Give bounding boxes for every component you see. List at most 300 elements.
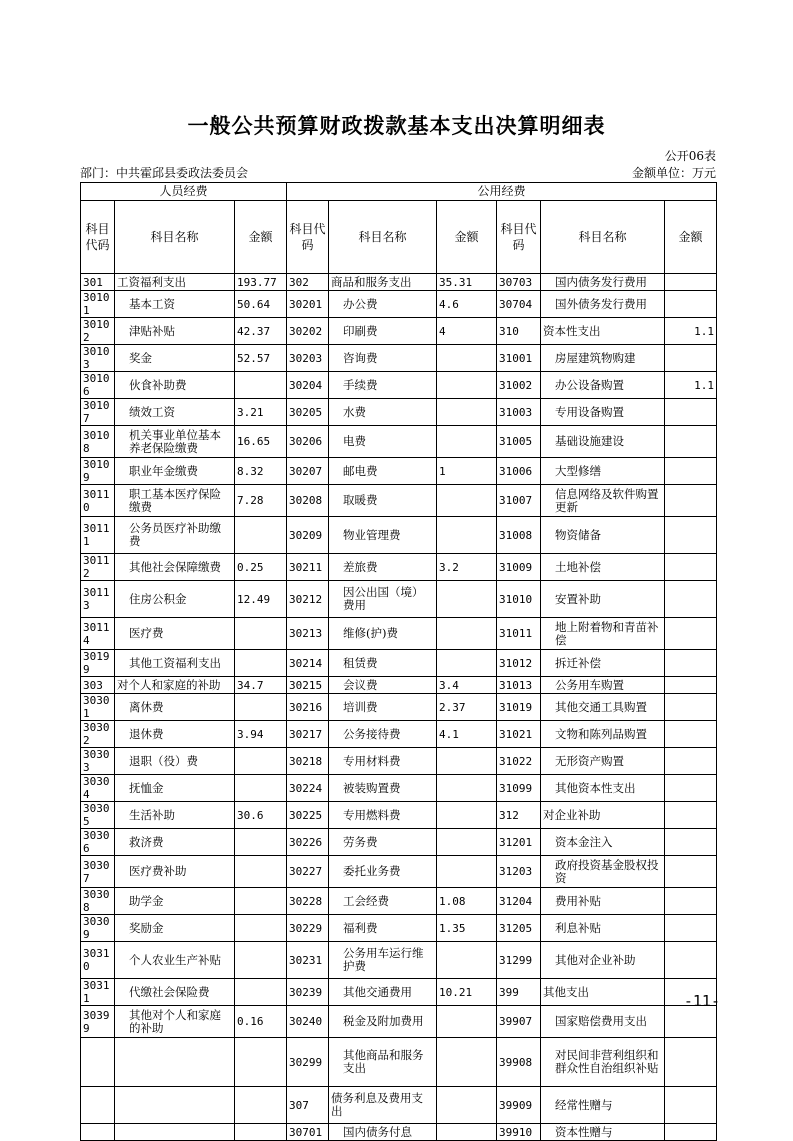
cell-code: 399 xyxy=(497,979,541,1006)
cell-name: 手续费 xyxy=(329,372,437,399)
cell-amount: 12.49 xyxy=(235,581,287,618)
cell-code: 30239 xyxy=(287,979,329,1006)
cell-code: 30103 xyxy=(81,345,115,372)
cell-amount: 34.7 xyxy=(235,677,287,694)
cell-amount: 50.64 xyxy=(235,291,287,318)
cell-amount xyxy=(235,618,287,650)
cell-amount xyxy=(665,748,717,775)
cell-amount xyxy=(665,1124,717,1141)
cell-name: 会议费 xyxy=(329,677,437,694)
cell-name: 津贴补贴 xyxy=(115,318,235,345)
cell-code: 30216 xyxy=(287,694,329,721)
cell-code: 30206 xyxy=(287,426,329,458)
cell-name: 其他对企业补助 xyxy=(541,942,665,979)
cell-code: 31019 xyxy=(497,694,541,721)
cell-name xyxy=(115,1038,235,1087)
cell-amount xyxy=(235,888,287,915)
cell-amount xyxy=(665,1087,717,1124)
cell-amount xyxy=(437,942,497,979)
cell-amount xyxy=(665,856,717,888)
cell-code: 30231 xyxy=(287,942,329,979)
cell-code: 30399 xyxy=(81,1006,115,1038)
table-row xyxy=(81,426,717,458)
cell-name: 水费 xyxy=(329,399,437,426)
table-row xyxy=(81,802,717,829)
table-row xyxy=(81,1087,717,1124)
cell-amount xyxy=(235,856,287,888)
cell-code: 30107 xyxy=(81,399,115,426)
cell-code: 30306 xyxy=(81,829,115,856)
cell-code: 39909 xyxy=(497,1087,541,1124)
cell-amount xyxy=(437,485,497,517)
cell-name: 拆迁补偿 xyxy=(541,650,665,677)
cell-amount xyxy=(235,775,287,802)
header-amount: 金额 xyxy=(437,201,497,274)
cell-name: 被装购置费 xyxy=(329,775,437,802)
cell-amount xyxy=(665,581,717,618)
cell-name: 住房公积金 xyxy=(115,581,235,618)
header-amount: 金额 xyxy=(235,201,287,274)
cell-code: 30208 xyxy=(287,485,329,517)
cell-name: 公务用车购置 xyxy=(541,677,665,694)
cell-amount xyxy=(437,372,497,399)
cell-name: 费用补贴 xyxy=(541,888,665,915)
cell-amount xyxy=(235,1124,287,1141)
cell-amount: 1.08 xyxy=(437,888,497,915)
cell-name: 抚恤金 xyxy=(115,775,235,802)
cell-name: 离休费 xyxy=(115,694,235,721)
cell-name: 债务利息及费用支出 xyxy=(329,1087,437,1124)
cell-amount xyxy=(437,399,497,426)
group-public: 公用经费 xyxy=(287,183,717,201)
cell-name: 助学金 xyxy=(115,888,235,915)
cell-name: 劳务费 xyxy=(329,829,437,856)
cell-amount: 3.21 xyxy=(235,399,287,426)
table-row xyxy=(81,345,717,372)
cell-code: 30202 xyxy=(287,318,329,345)
cell-code: 30110 xyxy=(81,485,115,517)
table-row xyxy=(81,915,717,942)
cell-code: 30305 xyxy=(81,802,115,829)
cell-name: 工会经费 xyxy=(329,888,437,915)
cell-name: 办公费 xyxy=(329,291,437,318)
header-amount: 金额 xyxy=(665,201,717,274)
cell-name: 房屋建筑物购建 xyxy=(541,345,665,372)
cell-amount xyxy=(665,554,717,581)
cell-code: 31021 xyxy=(497,721,541,748)
cell-code xyxy=(81,1124,115,1141)
cell-amount xyxy=(235,829,287,856)
cell-name: 经常性赠与 xyxy=(541,1087,665,1124)
cell-code: 31003 xyxy=(497,399,541,426)
cell-name: 福利费 xyxy=(329,915,437,942)
cell-amount: 193.77 xyxy=(235,274,287,291)
cell-code: 30106 xyxy=(81,372,115,399)
table-row xyxy=(81,721,717,748)
cell-name: 无形资产购置 xyxy=(541,748,665,775)
cell-name: 政府投资基金股权投资 xyxy=(541,856,665,888)
cell-name: 差旅费 xyxy=(329,554,437,581)
cell-code xyxy=(81,1087,115,1124)
cell-amount xyxy=(665,677,717,694)
cell-name: 信息网络及软件购置更新 xyxy=(541,485,665,517)
cell-name: 医疗费 xyxy=(115,618,235,650)
cell-code: 30225 xyxy=(287,802,329,829)
cell-code: 39910 xyxy=(497,1124,541,1141)
cell-code: 30199 xyxy=(81,650,115,677)
cell-amount xyxy=(235,650,287,677)
cell-name: 其他对个人和家庭的补助 xyxy=(115,1006,235,1038)
cell-code: 30114 xyxy=(81,618,115,650)
column-header-row xyxy=(81,201,717,274)
cell-name xyxy=(115,1087,235,1124)
cell-code: 30310 xyxy=(81,942,115,979)
table-row xyxy=(81,318,717,345)
cell-code: 30204 xyxy=(287,372,329,399)
cell-name: 大型修缮 xyxy=(541,458,665,485)
cell-code: 30101 xyxy=(81,291,115,318)
cell-name: 公务用车运行维护费 xyxy=(329,942,437,979)
cell-code: 30303 xyxy=(81,748,115,775)
cell-amount xyxy=(235,979,287,1006)
cell-code: 307 xyxy=(287,1087,329,1124)
cell-code: 30109 xyxy=(81,458,115,485)
cell-name: 其他交通工具购置 xyxy=(541,694,665,721)
cell-name: 其他资本性支出 xyxy=(541,775,665,802)
cell-code: 30213 xyxy=(287,618,329,650)
cell-code: 30209 xyxy=(287,517,329,554)
cell-name: 资本金注入 xyxy=(541,829,665,856)
cell-code: 31299 xyxy=(497,942,541,979)
cell-name: 机关事业单位基本养老保险缴费 xyxy=(115,426,235,458)
cell-name: 专用设备购置 xyxy=(541,399,665,426)
cell-code: 303 xyxy=(81,677,115,694)
cell-name: 维修(护)费 xyxy=(329,618,437,650)
cell-amount: 35.31 xyxy=(437,274,497,291)
cell-amount xyxy=(665,458,717,485)
cell-name: 基础设施建设 xyxy=(541,426,665,458)
cell-code: 31012 xyxy=(497,650,541,677)
cell-name: 物资储备 xyxy=(541,517,665,554)
cell-amount xyxy=(665,694,717,721)
cell-amount xyxy=(235,694,287,721)
cell-amount xyxy=(235,517,287,554)
cell-amount: 1.1 xyxy=(665,318,717,345)
header-code: 科目代码 xyxy=(81,201,115,274)
cell-name: 专用燃料费 xyxy=(329,802,437,829)
table-row xyxy=(81,485,717,517)
cell-code: 30224 xyxy=(287,775,329,802)
cell-code: 31006 xyxy=(497,458,541,485)
cell-name xyxy=(115,1124,235,1141)
cell-name: 对企业补助 xyxy=(541,802,665,829)
table-row xyxy=(81,829,717,856)
cell-name: 基本工资 xyxy=(115,291,235,318)
cell-amount xyxy=(665,650,717,677)
table-row xyxy=(81,1006,717,1038)
cell-code: 30112 xyxy=(81,554,115,581)
cell-name: 专用材料费 xyxy=(329,748,437,775)
cell-amount: 42.37 xyxy=(235,318,287,345)
cell-name: 地上附着物和青苗补偿 xyxy=(541,618,665,650)
cell-amount xyxy=(665,426,717,458)
cell-amount: 1.35 xyxy=(437,915,497,942)
cell-name: 办公设备购置 xyxy=(541,372,665,399)
cell-code: 31009 xyxy=(497,554,541,581)
cell-amount xyxy=(437,581,497,618)
cell-code: 30240 xyxy=(287,1006,329,1038)
group-personnel: 人员经费 xyxy=(81,183,287,201)
table-row xyxy=(81,942,717,979)
department-label: 部门：中共霍邱县委政法委员会 xyxy=(80,166,249,180)
cell-amount xyxy=(235,915,287,942)
cell-name: 印刷费 xyxy=(329,318,437,345)
form-code: 公开06表 xyxy=(664,149,716,163)
cell-amount xyxy=(235,372,287,399)
cell-amount xyxy=(437,618,497,650)
cell-code: 31013 xyxy=(497,677,541,694)
cell-code: 30212 xyxy=(287,581,329,618)
cell-amount xyxy=(665,274,717,291)
cell-amount xyxy=(437,1006,497,1038)
cell-code: 30215 xyxy=(287,677,329,694)
cell-name: 咨询费 xyxy=(329,345,437,372)
cell-name: 对个人和家庭的补助 xyxy=(115,677,235,694)
cell-amount xyxy=(437,748,497,775)
cell-name: 退休费 xyxy=(115,721,235,748)
cell-code: 30113 xyxy=(81,581,115,618)
cell-amount xyxy=(665,291,717,318)
cell-code xyxy=(81,1038,115,1087)
cell-code: 31007 xyxy=(497,485,541,517)
cell-amount xyxy=(665,1038,717,1087)
table-row xyxy=(81,979,717,1006)
cell-amount xyxy=(437,775,497,802)
table-row xyxy=(81,291,717,318)
cell-code: 30301 xyxy=(81,694,115,721)
cell-name: 国家赔偿费用支出 xyxy=(541,1006,665,1038)
cell-amount xyxy=(665,618,717,650)
table-row xyxy=(81,399,717,426)
cell-name: 取暖费 xyxy=(329,485,437,517)
cell-amount: 3.4 xyxy=(437,677,497,694)
header-code: 科目代码 xyxy=(287,201,329,274)
cell-name: 代缴社会保险费 xyxy=(115,979,235,1006)
cell-name: 奖金 xyxy=(115,345,235,372)
cell-name: 医疗费补助 xyxy=(115,856,235,888)
cell-name: 其他工资福利支出 xyxy=(115,650,235,677)
cell-name: 物业管理费 xyxy=(329,517,437,554)
cell-code: 31010 xyxy=(497,581,541,618)
header-code: 科目代码 xyxy=(497,201,541,274)
cell-name: 电费 xyxy=(329,426,437,458)
cell-code: 302 xyxy=(287,274,329,291)
cell-name: 其他社会保障缴费 xyxy=(115,554,235,581)
cell-code: 30205 xyxy=(287,399,329,426)
cell-amount xyxy=(437,517,497,554)
cell-name: 税金及附加费用 xyxy=(329,1006,437,1038)
cell-code: 30701 xyxy=(287,1124,329,1141)
cell-code: 31002 xyxy=(497,372,541,399)
cell-name: 救济费 xyxy=(115,829,235,856)
table-row xyxy=(81,372,717,399)
cell-amount xyxy=(665,888,717,915)
cell-amount xyxy=(665,485,717,517)
cell-code: 30214 xyxy=(287,650,329,677)
cell-code: 30703 xyxy=(497,274,541,291)
cell-name: 培训费 xyxy=(329,694,437,721)
cell-name: 土地补偿 xyxy=(541,554,665,581)
cell-amount: 0.25 xyxy=(235,554,287,581)
table-row xyxy=(81,618,717,650)
cell-name: 生活补助 xyxy=(115,802,235,829)
cell-amount xyxy=(437,1124,497,1141)
cell-code: 30102 xyxy=(81,318,115,345)
cell-amount xyxy=(437,650,497,677)
cell-amount: 4.1 xyxy=(437,721,497,748)
table-row xyxy=(81,748,717,775)
cell-name: 国外债务发行费用 xyxy=(541,291,665,318)
cell-code: 31205 xyxy=(497,915,541,942)
table-row xyxy=(81,458,717,485)
cell-amount: 10.21 xyxy=(437,979,497,1006)
cell-amount: 1.1 xyxy=(665,372,717,399)
cell-name: 邮电费 xyxy=(329,458,437,485)
cell-code: 30218 xyxy=(287,748,329,775)
cell-name: 资本性赠与 xyxy=(541,1124,665,1141)
cell-amount xyxy=(437,1038,497,1087)
cell-name: 租赁费 xyxy=(329,650,437,677)
cell-amount xyxy=(437,829,497,856)
cell-code: 30211 xyxy=(287,554,329,581)
expenditure-table xyxy=(80,182,717,1141)
cell-amount: 4 xyxy=(437,318,497,345)
cell-code: 31011 xyxy=(497,618,541,650)
cell-code: 30304 xyxy=(81,775,115,802)
cell-code: 30309 xyxy=(81,915,115,942)
table-row xyxy=(81,517,717,554)
cell-name: 职业年金缴费 xyxy=(115,458,235,485)
cell-amount xyxy=(665,1006,717,1038)
cell-code: 30302 xyxy=(81,721,115,748)
cell-amount xyxy=(665,721,717,748)
table-row xyxy=(81,581,717,618)
group-header-row xyxy=(81,183,717,201)
cell-amount xyxy=(665,399,717,426)
cell-code: 39907 xyxy=(497,1006,541,1038)
cell-code: 30308 xyxy=(81,888,115,915)
cell-name: 公务接待费 xyxy=(329,721,437,748)
cell-amount: 8.32 xyxy=(235,458,287,485)
cell-amount: 16.65 xyxy=(235,426,287,458)
cell-name: 其他交通费用 xyxy=(329,979,437,1006)
cell-code: 30299 xyxy=(287,1038,329,1087)
cell-code: 30228 xyxy=(287,888,329,915)
cell-code: 31001 xyxy=(497,345,541,372)
unit-label: 金额单位：万元 xyxy=(631,166,716,180)
cell-name: 委托业务费 xyxy=(329,856,437,888)
cell-amount: 4.6 xyxy=(437,291,497,318)
cell-name: 其他支出 xyxy=(541,979,665,1006)
cell-name: 商品和服务支出 xyxy=(329,274,437,291)
cell-amount xyxy=(437,345,497,372)
cell-name: 绩效工资 xyxy=(115,399,235,426)
cell-name: 国内债务付息 xyxy=(329,1124,437,1141)
cell-name: 因公出国（境）费用 xyxy=(329,581,437,618)
cell-code: 312 xyxy=(497,802,541,829)
page-title: 一般公共预算财政拨款基本支出决算明细表 xyxy=(187,114,606,138)
cell-amount xyxy=(437,856,497,888)
cell-code: 30201 xyxy=(287,291,329,318)
cell-amount xyxy=(235,1038,287,1087)
cell-amount xyxy=(665,942,717,979)
cell-amount: 0.16 xyxy=(235,1006,287,1038)
cell-amount: 7.28 xyxy=(235,485,287,517)
table-row xyxy=(81,1038,717,1087)
cell-code: 31204 xyxy=(497,888,541,915)
cell-amount xyxy=(665,829,717,856)
cell-name: 利息补贴 xyxy=(541,915,665,942)
cell-code: 30311 xyxy=(81,979,115,1006)
cell-name: 对民间非营利组织和群众性自治组织补贴 xyxy=(541,1038,665,1087)
table-row xyxy=(81,888,717,915)
cell-code: 30229 xyxy=(287,915,329,942)
cell-name: 文物和陈列品购置 xyxy=(541,721,665,748)
cell-code: 30227 xyxy=(287,856,329,888)
cell-amount xyxy=(665,775,717,802)
cell-amount: 2.37 xyxy=(437,694,497,721)
cell-name: 工资福利支出 xyxy=(115,274,235,291)
cell-amount: 30.6 xyxy=(235,802,287,829)
header-name: 科目名称 xyxy=(541,201,665,274)
cell-name: 伙食补助费 xyxy=(115,372,235,399)
cell-amount xyxy=(665,345,717,372)
table-row xyxy=(81,694,717,721)
cell-code: 30111 xyxy=(81,517,115,554)
cell-amount xyxy=(437,802,497,829)
cell-code: 30108 xyxy=(81,426,115,458)
cell-code: 301 xyxy=(81,274,115,291)
cell-name: 退职（役）费 xyxy=(115,748,235,775)
cell-code: 31008 xyxy=(497,517,541,554)
cell-amount xyxy=(437,1087,497,1124)
table-row xyxy=(81,650,717,677)
cell-name: 个人农业生产补贴 xyxy=(115,942,235,979)
cell-code: 30704 xyxy=(497,291,541,318)
cell-code: 30207 xyxy=(287,458,329,485)
cell-name: 国内债务发行费用 xyxy=(541,274,665,291)
cell-code: 31005 xyxy=(497,426,541,458)
table-row xyxy=(81,856,717,888)
table-row xyxy=(81,554,717,581)
header-name: 科目名称 xyxy=(329,201,437,274)
cell-name: 奖励金 xyxy=(115,915,235,942)
cell-code: 39908 xyxy=(497,1038,541,1087)
cell-name: 公务员医疗补助缴费 xyxy=(115,517,235,554)
cell-code: 30226 xyxy=(287,829,329,856)
cell-amount: 3.94 xyxy=(235,721,287,748)
header-name: 科目名称 xyxy=(115,201,235,274)
cell-name: 职工基本医疗保险缴费 xyxy=(115,485,235,517)
cell-code: 30307 xyxy=(81,856,115,888)
cell-amount xyxy=(235,942,287,979)
page-number: -11- xyxy=(683,992,720,1010)
cell-code: 310 xyxy=(497,318,541,345)
table-row xyxy=(81,775,717,802)
cell-amount xyxy=(665,517,717,554)
cell-code: 30217 xyxy=(287,721,329,748)
cell-code: 31203 xyxy=(497,856,541,888)
